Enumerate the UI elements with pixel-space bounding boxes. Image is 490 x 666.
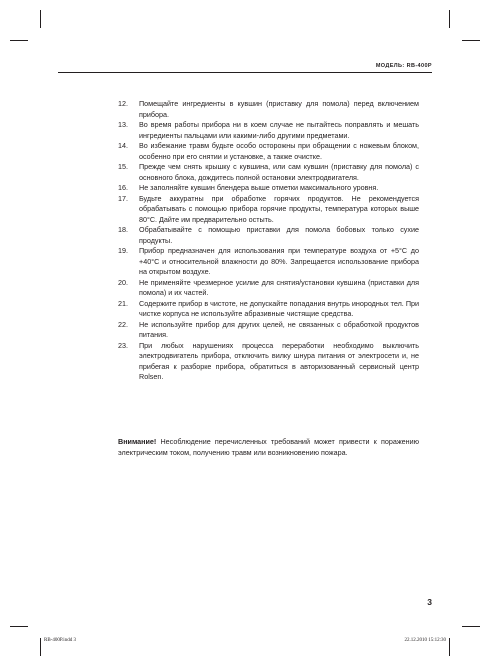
item-number: 19. [118,246,128,255]
page-number: 3 [427,597,432,607]
list-item [118,183,419,194]
crop-mark [40,10,41,28]
list-item [118,341,419,383]
safety-instructions-list [118,99,419,383]
item-number: 14. [118,141,128,150]
item-number: 21. [118,298,128,308]
slug-file: RB-400P.indd 3 [44,638,76,643]
item-number: 16. [118,183,128,192]
warning-label: Внимание! [118,437,157,446]
slug-date: 22.12.2010 15:12:30 [404,638,446,643]
item-number: 15. [118,162,128,171]
item-text: Во время работы прибора ни в коем случае не пытайтесь поправлять и мешать ингредиенты пальцами или какими-либо другими предметами. [139,120,419,140]
item-text: Прежде чем снять крышку с кувшина, или сам кувшин (приставку для помола) с основного блока, дождитесь полной остановки электродвигателя. [139,162,419,182]
list-item [118,141,419,162]
item-number: 23. [118,340,128,350]
header-rule [58,72,432,73]
list-item [118,120,419,141]
item-text: При любых нарушениях процесса переработки необходимо выключить электродвигатель прибора, отключить вилку шнура питания от электросети и, не прибегая к разборке прибора, обратиться в авторизованный сервисный центр Rolsen. [139,340,419,381]
item-number: 13. [118,120,128,129]
list-item [118,225,419,246]
item-text: Содержите прибор в чистоте, не допускайте попадания внутрь инородных тел. При чистке корпуса не используйте абразивные чистящие средства. [139,298,419,318]
crop-mark [462,40,480,41]
item-number: 22. [118,319,128,329]
list-item [118,299,419,320]
list-item [118,99,419,120]
item-text: Во избежание травм будьте особо осторожны при обращении с ножевым блоком, особенно при его снятии и установке, а также очистке. [139,141,419,161]
list-item [118,278,419,299]
item-number: 17. [118,193,128,203]
crop-mark [449,638,450,656]
crop-mark [462,626,480,627]
warning-paragraph [118,436,419,458]
item-text: Не применяйте чрезмерное усилие для снятия/установки кувшина (приставки для помола) и их частей. [139,277,419,297]
list-item [118,194,419,226]
crop-mark [40,638,41,656]
list-item [118,162,419,183]
item-text: Помещайте ингредиенты в кувшин (приставку для помола) перед включением прибора. [139,99,419,119]
item-text: Не используйте прибор для других целей, не связанных с обработкой продуктов питания. [139,319,419,339]
crop-mark [10,626,28,627]
list-item [118,246,419,278]
crop-mark [449,10,450,28]
crop-mark [10,40,28,41]
item-text: Будьте аккуратны при обработке горячих продуктов. Не рекомендуется обрабатывать с помощью прибора горячие продукты, температура которых выше 80°С. Дайте им предварительно остыть. [139,193,419,224]
list-item [118,320,419,341]
item-text: Обрабатывайте с помощью приставки для помола бобовых только сухие продукты. [139,225,419,245]
item-text: Прибор предназначен для использования при температуре воздуха от +5°С до +40°С и относительной влажности до 80%. Запрещается использование прибора на открытом воздухе. [139,246,419,276]
item-number: 20. [118,277,128,287]
item-text: Не заполняйте кувшин блендера выше отметки максимального уровня. [139,183,379,192]
item-number: 18. [118,225,128,234]
warning-text: Несоблюдение перечисленных требований может привести к поражению электрическим током, получению травм или возникновению пожара. [118,437,420,457]
item-number: 12. [118,99,128,108]
model-header: МОДЕЛЬ: RB-400P [375,63,432,69]
